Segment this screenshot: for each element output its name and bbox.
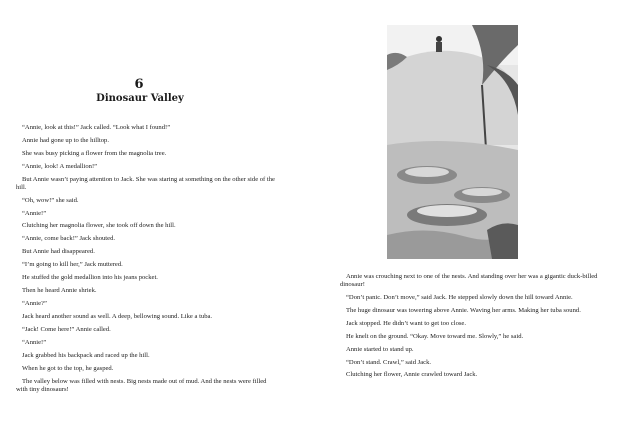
paragraph: “Oh, wow!” she said. bbox=[22, 196, 79, 204]
paragraph: Jack stopped. He didn’t want to get too close. bbox=[346, 319, 467, 327]
figure-body bbox=[436, 42, 442, 52]
figure-head bbox=[436, 36, 442, 42]
paragraph: “Annie!” bbox=[22, 209, 47, 217]
nest-eggs bbox=[405, 167, 449, 177]
paragraph: Clutching her flower, Annie crawled toward Jack. bbox=[346, 371, 478, 379]
paragraph: “Annie!” bbox=[22, 339, 47, 347]
paragraph: “Don’t panic. Don’t move,” said Jack. He stepped slowly down the hill toward Annie. bbox=[346, 293, 573, 301]
paragraph: “Annie, look at this!” Jack called. “Look what I found!” bbox=[22, 124, 171, 131]
paragraph: “Annie, come back!” Jack shouted. bbox=[22, 235, 116, 243]
paragraph: The huge dinosaur was towering above Annie. Waving her arms. Making her tuba sound. bbox=[346, 306, 581, 314]
paragraph: Annie started to stand up. bbox=[346, 345, 414, 353]
paragraph: “Annie, look! A medallion!” bbox=[22, 162, 98, 170]
paragraph: Clutching her magnolia flower, she took off down the hill. bbox=[22, 222, 176, 230]
paragraph: Annie had gone up to the hilltop. bbox=[22, 136, 109, 144]
nest-eggs bbox=[462, 188, 502, 196]
dinosaur-valley-illustration bbox=[387, 25, 518, 259]
chapter-title: Dinosaur Valley bbox=[96, 93, 184, 104]
paragraph: “I’m going to kill her,” Jack muttered. bbox=[22, 261, 123, 269]
paragraph: Jack grabbed his backpack and raced up the hill. bbox=[22, 352, 150, 360]
paragraph: “Annie?” bbox=[22, 300, 47, 308]
right-page-text bbox=[340, 273, 603, 384]
paragraph: She was busy picking a flower from the magnolia tree. bbox=[22, 149, 167, 157]
left-page-text bbox=[16, 124, 276, 399]
paragraph: He knelt on the ground. “Okay. Move toward me. Slowly,” he said. bbox=[346, 332, 524, 340]
paragraph: But Annie wasn’t paying attention to Jack. She was staring at something on the other side of the hill. bbox=[16, 175, 275, 191]
paragraph: When he got to the top, he gasped. bbox=[22, 365, 114, 373]
right-page bbox=[312, 0, 625, 429]
left-page bbox=[0, 0, 312, 429]
paragraph: “Don’t stand. Crawl,” said Jack. bbox=[346, 358, 432, 366]
paragraph: Then he heard Annie shriek. bbox=[22, 287, 97, 295]
paragraph: He stuffed the gold medallion into his jeans pocket. bbox=[22, 274, 158, 282]
paragraph: But Annie had disappeared. bbox=[22, 248, 95, 256]
nest-eggs bbox=[417, 205, 477, 217]
illustration-svg bbox=[387, 25, 518, 259]
chapter-number: 6 bbox=[134, 77, 144, 92]
paragraph: The valley below was filled with nests. Big nests made out of mud. And the nests were filled with tiny dinosaurs! bbox=[16, 378, 267, 393]
paragraph: Jack heard another sound as well. A deep, bellowing sound. Like a tuba. bbox=[22, 313, 213, 321]
foreground-plant bbox=[487, 223, 518, 259]
paragraph: Annie was crouching next to one of the nests. And standing over her was a gigantic duck-billed dinosaur! bbox=[340, 273, 598, 288]
paragraph: “Jack! Come here!” Annie called. bbox=[22, 326, 111, 334]
